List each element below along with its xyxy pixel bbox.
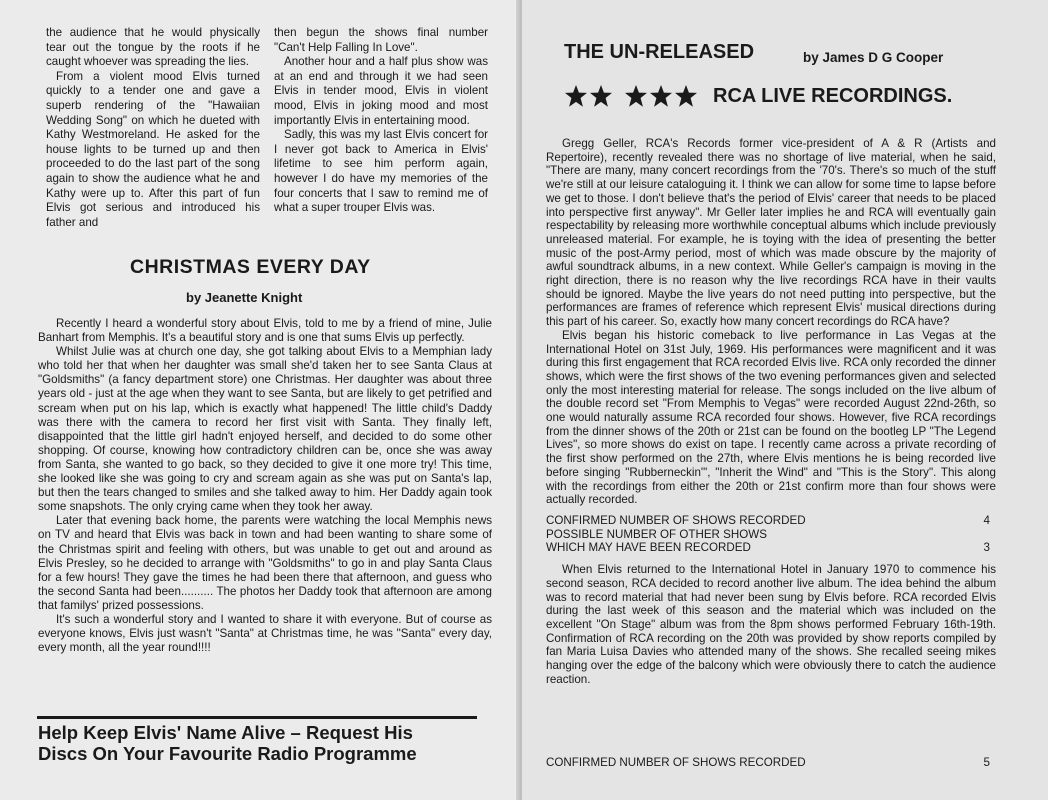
divider-rule [37,716,477,719]
paragraph: then begun the shows final number "Can't Help Falling In Love". [274,26,488,54]
paragraph: Recently I heard a wonderful story about Elvis, told to me by a friend of mine, Julie Banhart from Memphis. It's a beautiful story and is one that sums Elvis up perfectly. [38,317,492,345]
star-icon [674,84,698,108]
left-column [46,26,260,230]
christmas-story [38,317,492,655]
article-byline: by James D G Cooper [803,50,944,65]
stat-row [546,528,996,542]
paragraph: Whilst Julie was at church one day, she got talking about Elvis to a Memphian lady who told her that when her daughter was small she'd taken her to see Santa Claus at "Goldsmiths" (a fancy department store) one Christmas. Her daughter was about three years old - just at the age when they want to see Santa, but are likely to get petrified and scream when put on his lap, which is exactly what happened! The little child's Daddy was there with the camera to record her first visit with Santa. They finally left, disappointed that the little girl hadn't enjoyed herself, and decided to do some other shopping. Of course, knowing how contradictory children can be, once she was away from Santa, she wanted to go back, so they decided to give it one more try! This time, she looked like she was going to cry and scream again as she was put on Santa's lap, but then the tears changed to smiles and she talked away to him. Her Daddy again took some snapshots. The only crying came when they took her away. [38,345,492,514]
promo-banner [38,722,417,764]
paragraph: Later that evening back home, the parents were watching the local Memphis news on TV and heard that Elvis was back in town and had been wanting to share some of the Christmas spirit and feeling with others, but was unable to get out and around as Elvis Presley, so he decided to arrange with "Goldsmiths" to go in and play Santa Claus for a few hours! They gave the times he had been there that afternoon, and guess who the second Santa had been.......... The photos her Daddy took that afternoon are among that familys' prized possessions. [38,514,492,612]
star-icon [589,84,613,108]
paragraph: Elvis began his historic comeback to live performance in Las Vegas at the International Hotel on 31st July, 1969. His performances were magnificent and it was during this first engagement that RCA recorded Elvis live. RCA only recorded the dinner shows, which were the first shows of the two evening performances given and selected only the most interesting material for release. The songs included on the live album of the double record set "From Memphis to Vegas" were recorded August 22nd-26th, so one would naturally assume RCA recorded four shows. However, five RCA recordings from the dinner shows of the 20th or 21st can be found on the bootleg LP "The Legend Lives", so more shows do exist on tape. I recently came across a private recording of the first show performed on the 27th, where Elvis mentions he is being recorded live before singing "Rubberneckin'", "Inherit the Wind" and "This is the Story". This along with the recordings from either the 20th or 21st confirm more than four shows were actually recorded. [546,328,996,507]
article-subtitle: RCA LIVE RECORDINGS. [713,84,953,107]
footer-label: CONFIRMED NUMBER OF SHOWS RECORDED [546,756,806,769]
paragraph: It's such a wonderful story and I wanted to share it with everyone. But of course as everyone knows, Elvis just wasn't "Santa" at Christmas time, he was "Santa" every day, every month, all the year round!!!! [38,612,492,655]
continued-article [46,26,488,230]
stat-value: 3 [983,541,990,555]
right-column [274,26,488,230]
stat-value: 4 [983,513,990,527]
left-page [0,0,520,800]
stat-row [546,514,996,528]
right-page [522,0,1048,800]
paragraph: From a violent mood Elvis turned quickly to a tender one and gave a superb rendering of the "Hawaiian Wedding Song" on which he dueted with Kathy Westmoreland. He asked for the house lights to be turned up and then proceeded to do the last part of the song again to show the audience what he and Kathy were up to. After this part of fun Elvis got serious and introduced his father and [46,69,260,229]
page-footer [546,756,990,769]
promo-line: Discs On Your Favourite Radio Programme [38,743,417,764]
article-body [546,137,996,686]
promo-line: Help Keep Elvis' Name Alive – Request His [38,722,413,743]
paragraph: Another hour and a half plus show was at an end and through it we had seen Elvis in tender mood, Elvis in violent mood, Elvis in joking mood and most importantly Elvis in entertaining mood. [274,55,488,127]
stat-label: CONFIRMED NUMBER OF SHOWS RECORDED [546,513,806,527]
paragraph: Gregg Geller, RCA's Records former vice-president of A & R (Artists and Repertoire), recently revealed there was no shortage of live material, when he said, "There are many, many concert recordings from the '70's. There's so much of the stuff we're still at our leisure cataloguing it. I think we can allow for some time to lapse before we get to those. I don't believe that's the period of Elvis' career that needs to be placed into perspective first anyway". Mr Geller later implies he and RCA will eventually gain respectability by releasing more worthwhile conceptual albums which include previously unreleased material. For example, he is toying with the idea of presenting the better music of the post-Army period, most of which was made obscure by the majority of awful soundtrack albums, in a new context. While Geller's campaign is moving in the right direction, there is no reason why the live recordings RCA have in their vaults should be ignored. Maybe the live years do not need putting into perspective, but the performances are frames of reference which represent Elvis' musical directions during this part of his career. So, exactly how many concert recordings do RCA have? [546,137,996,329]
stat-row [546,541,996,555]
subtitle-row [564,84,952,108]
paragraph: Sadly, this was my last Elvis concert for I never got back to America in Elvis' lifetime to see him perform again, however I do have my memories of the four concerts that I saw to remind me of what a super trouper Elvis was. [274,128,488,215]
article-title: THE UN-RELEASED [564,41,755,63]
stat-label: WHICH MAY HAVE BEEN RECORDED [546,541,751,555]
stats-table [546,514,996,555]
christmas-byline: by Jeanette Knight [186,290,303,305]
star-icon [564,84,588,108]
paragraph: the audience that he would physically tear out the tongue by the roots if he caught whoever was spreading the lies. [46,26,260,69]
stat-label: POSSIBLE NUMBER OF OTHER SHOWS [546,527,767,541]
star-icon [624,84,648,108]
star-icon [649,84,673,108]
page-number: 5 [983,756,990,769]
paragraph: When Elvis returned to the International Hotel in January 1970 to commence his second season, RCA decided to record another live album. The idea behind the album was to record material that had never been sung by Elvis before. RCA recorded Elvis during the last week of this season and the material which was included on the excellent "On Stage" album was from the 8pm shows performed February 16th-19th. Confirmation of RCA recording on the 20th was provided by show reports compiled by fan Maria Luisa Davies who attended many of the shows. She recalled seeing mikes hanging over the edge of the balcony which were obviously there to catch the audience reaction. [546,563,996,686]
christmas-headline: CHRISTMAS EVERY DAY [130,256,371,278]
